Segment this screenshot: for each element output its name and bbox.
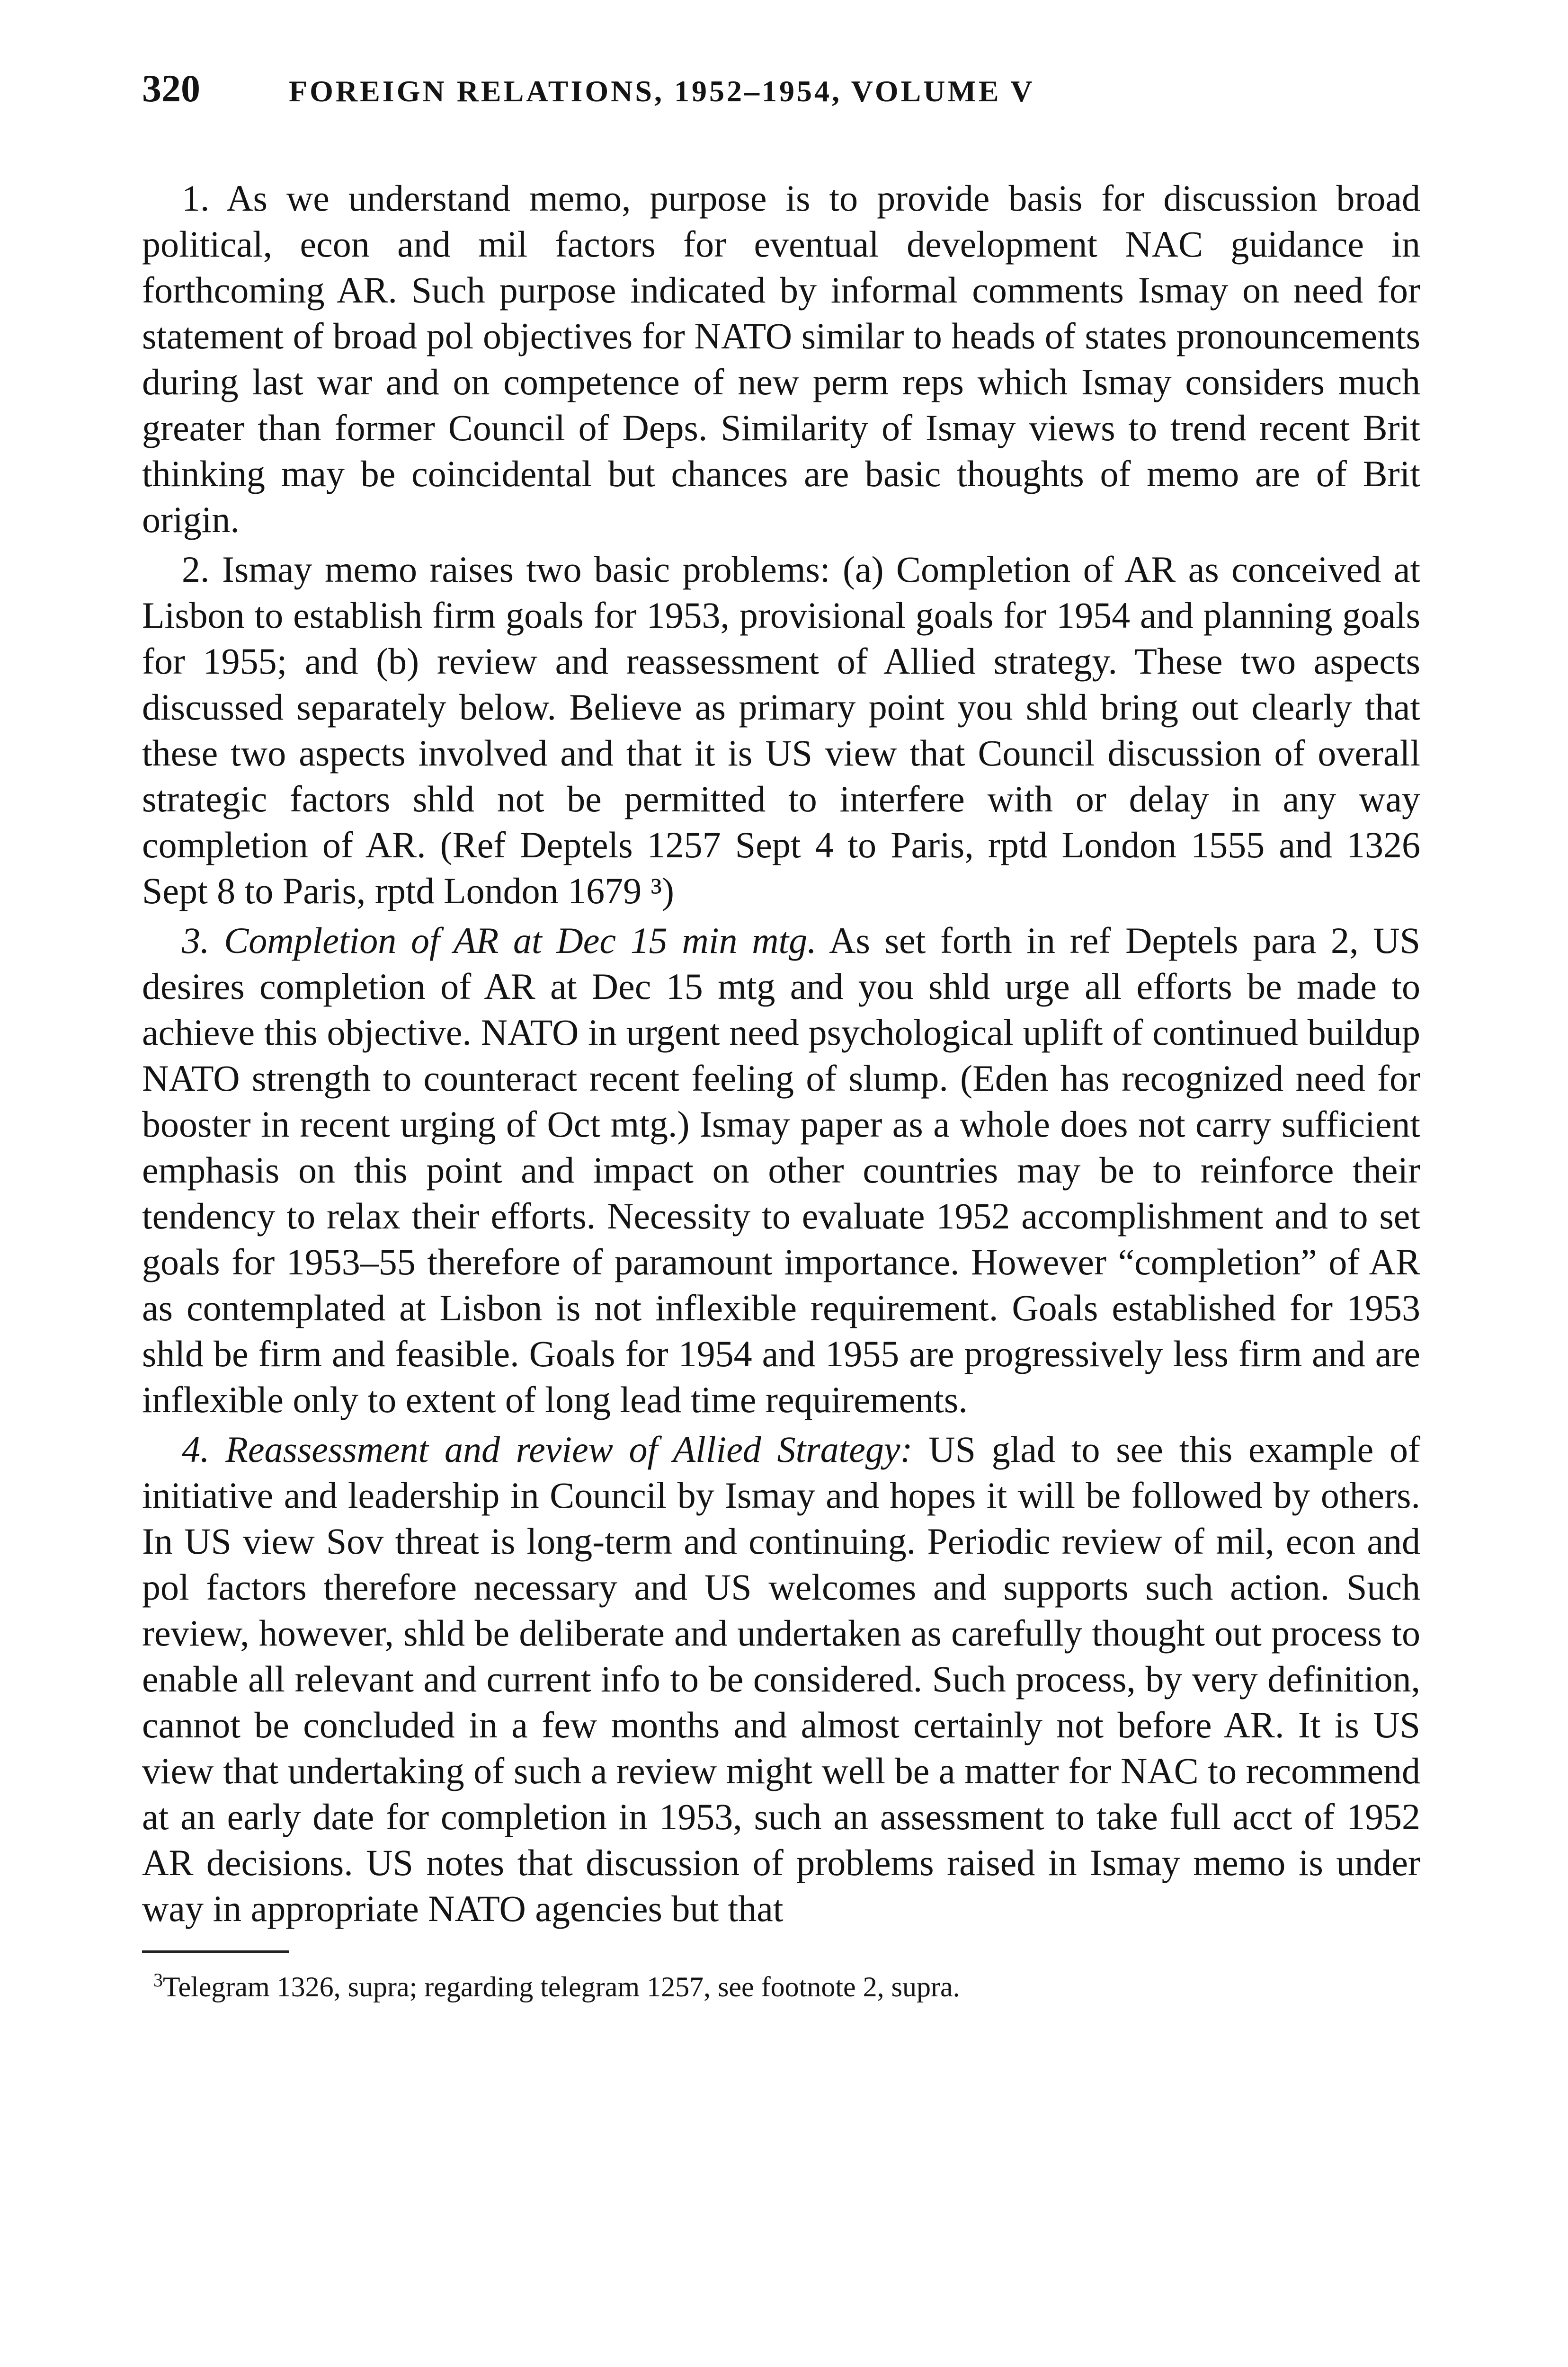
footnote bbox=[142, 1961, 1420, 2006]
paragraph-4 bbox=[142, 1426, 1420, 1931]
page-header bbox=[142, 66, 1420, 161]
footnote-divider bbox=[142, 1950, 289, 1953]
paragraph-text: US glad to see this example of initiative and leadership in Council by Ismay and hopes it will be followed by others. In US view Sov threat is long-term and continuing. Periodic review of mil, econ and pol factors therefore necessary and US welcomes and supports such action. Such review, however, shld be deliberate and undertaken as carefully thought out process to enable all relevant and current info to be considered. Such process, by very definition, cannot be concluded in a few months and almost certainly not before AR. It is US view that undertaking of such a review might well be a matter for NAC to recommend at an early date for completion in 1953, such an assessment to take full acct of 1952 AR decisions. US notes that discussion of problems raised in Ismay memo is under way in appropriate NATO agencies but that bbox=[142, 1429, 1420, 1929]
paragraph-lead: 3. Completion of AR at Dec 15 min mtg. bbox=[182, 920, 817, 961]
paragraph-text: As set forth in ref Deptels para 2, US desires completion of AR at Dec 15 mtg and you shld urge all efforts be made to achieve this objective. NATO in urgent need psychological uplift of continued buildup NATO strength to counteract recent feeling of slump. (Eden has recognized need for booster in recent urging of Oct mtg.) Ismay paper as a whole does not carry sufficient emphasis on this point and impact on other countries may be to reinforce their tendency to relax their efforts. Necessity to evaluate 1952 accomplishment and to set goals for 1953–55 therefore of paramount importance. However “completion” of AR as contemplated at Lisbon is not inflexible requirement. Goals established for 1953 shld be firm and feasible. Goals for 1954 and 1955 are progressively less firm and are inflexible only to extent of long lead time requirements. bbox=[142, 920, 1421, 1420]
paragraph-3 bbox=[142, 917, 1420, 1423]
document-body bbox=[142, 175, 1420, 1931]
paragraph-text: 1. As we understand memo, purpose is to provide basis for discussion broad political, econ and mil factors for eventual development NAC guidance in forthcoming AR. Such purpose indicated by informal comments Ismay on need for statement of broad pol objectives for NATO similar to heads of states pronouncements during last war and on competence of new perm reps which Ismay considers much greater than former Council of Deps. Similarity of Ismay views to trend recent Brit thinking may be coincidental but chances are basic thoughts of memo are of Brit origin. bbox=[142, 178, 1420, 540]
paragraph-1 bbox=[142, 175, 1420, 543]
paragraph-text: 2. Ismay memo raises two basic problems: (a) Completion of AR as conceived at Lisbon to establish firm goals for 1953, provisional goals for 1954 and planning goals for 1955; and (b) review and reassessment of Allied strategy. These two aspects discussed separately below. Believe as primary point you shld bring out clearly that these two aspects involved and that it is US view that Council discussion of overall strategic factors shld not be permitted to interfere with or delay in any way completion of AR. (Ref Deptels 1257 Sept 4 to Paris, rptd London 1555 and 1326 Sept 8 to Paris, rptd London 1679 ³) bbox=[142, 549, 1420, 911]
paragraph-lead: 4. Reassessment and review of Allied Strategy: bbox=[182, 1429, 913, 1470]
footnote-marker: 3 bbox=[153, 1969, 163, 1991]
paragraph-2 bbox=[142, 546, 1420, 914]
running-head: FOREIGN RELATIONS, 1952–1954, VOLUME V bbox=[289, 74, 1035, 108]
footnote-text: Telegram 1326, supra; regarding telegram 1257, see footnote 2, supra. bbox=[163, 1971, 960, 2002]
page-number: 320 bbox=[142, 67, 200, 110]
document-page bbox=[142, 66, 1420, 2367]
